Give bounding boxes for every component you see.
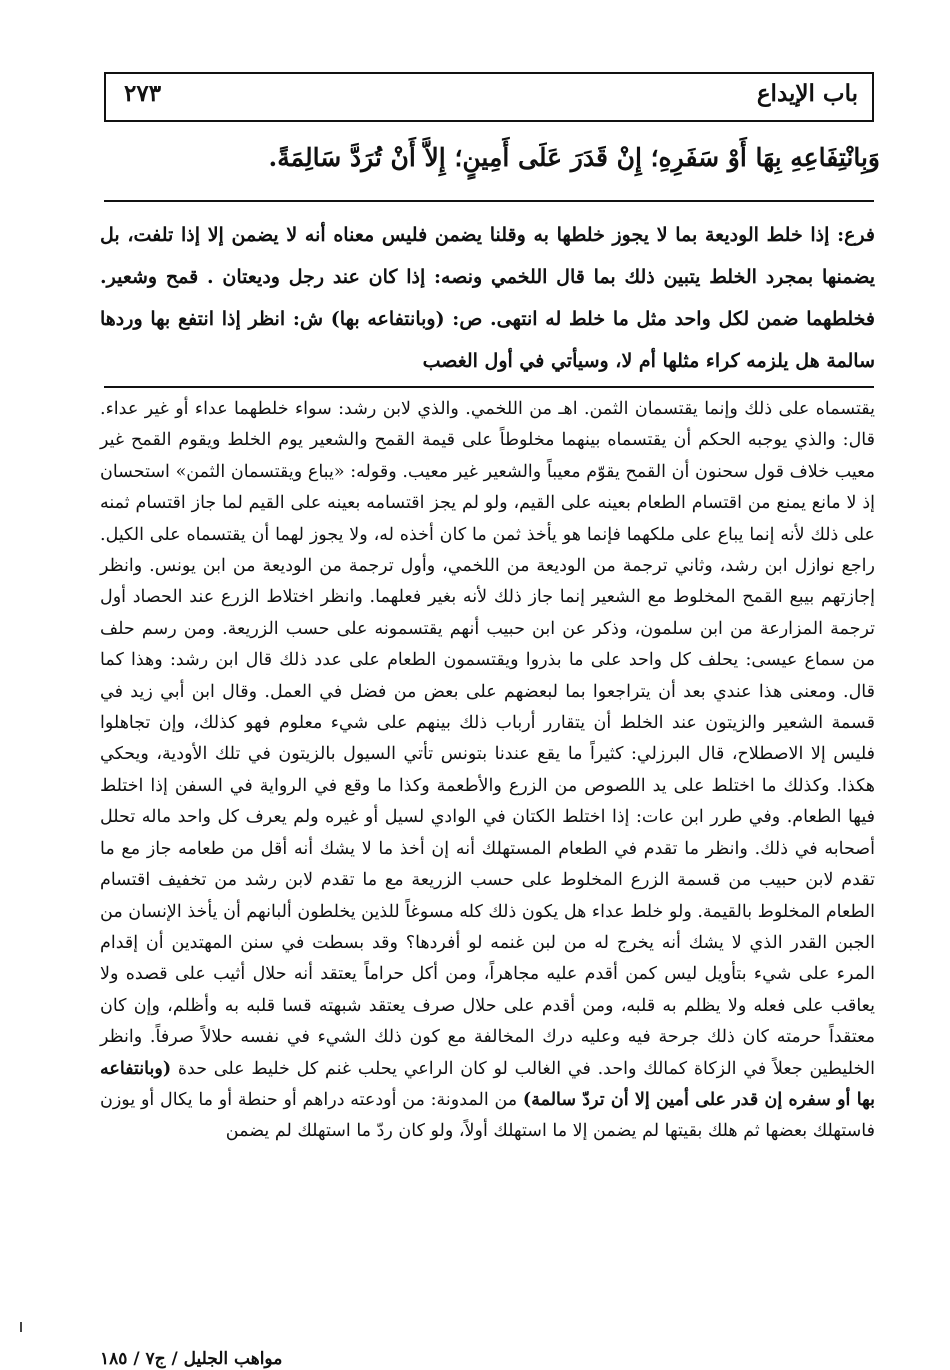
scan-artifact-mark <box>20 1322 28 1332</box>
footnote-text-before: يقتسماه على ذلك وإنما يقتسمان الثمن. اهـ من اللخمي. والذي لابن رشد: سواء خلطهما عداء أو غير عداء. قال: والذي يوجبه الحكم أن يقتسماه بينهما مخلوطاً على قيمة القمح والشعير يوم الخلط ويقوم القمح غير معيب خلاف قول سحنون أن القمح يقوّم معيباً والشعير غير معيب. وقوله: «يباع ويقتسمان الثمن» استحسان إذ لا مانع يمنع من اقتسام الطعام بعينه على القيم، ولو لم يجز اقتسامه بعينه على القيم لما جاز اقتسام ثمنه على ذلك لأنه إنما يباع على ملكهما فإنما هو يأخذ ثمن ما كان أخذه له، ولا يجوز لهما أن يقتسماه على الكيل. راجع نوازل ابن رشد، وثاني ترجمة من الوديعة من اللخمي، وأول ترجمة من الوديعة من ابن يونس. وانظر إجازتهم بيبع القمح المخلوط مع الشعير إنما جاز ذلك لأنه بغير فعلهما. وانظر اختلاط الزرع عند الحصاد أول ترجمة المزارعة من ابن سلمون، وذكر عن ابن حبيب أنهم يقتسمونه على حسب الزريعة. ومن رسم حلف من سماع عيسى: يحلف كل واحد على ما بذروا ويقتسمون الطعام على عدد ذلك قال ابن رشد: وهذا كما قال. ومعنى هذا عندي بعد أن يتراجعوا بما لبعضهم على بعض من فضل في العمل. وقال ابن أبي زيد في قسمة الشعير والزيتون عند الخلط أن يتقارر أرباب ذلك بينهم على شيء معلوم فهو كذلك، وإن تجاهلوا فليس إلا الاصطلاح، قال البرزلي: كثيراً ما يقع عندنا بتونس تأتي السيول بالزيتون في تلك الأودية، ويحكي هكذا. وكذلك ما اختلط على يد اللصوص من الزرع والأطعمة وكذا ما وقع في الرواية في السفن إذا اختلط فيها الطعام. وفي طرر ابن عات: إذا اختلط الكتان في الوادي لسيل أو غيره ولم يعرف كل واحد ماله تحلل أصحابه في ذلك. وانظر ما تقدم في الطعام المستهلك أنه إن أخذ ما لا يشك أنه أقل من طعامه جاز مع ما تقدم لابن حبيب من قسمة الزرع المخلوط على حسب الزريعة مع ما تقدم لابن رشد من تخفيف اقتسام الطعام المخلوط بالقيمة. ولو خلط عداء هل يكون ذلك كله مسوغاً للذين يخلطون ألبانهم أن يأخذ الإنسان من الجبن القدر الذي لا يشك أنه يخرج له من لبن غنمه لو أفردها؟ وقد بسطت في سنن المهتدين أن إقدام المرء على شيء بتأويل ليس كمن أقدم عليه مجاهراً، ومن أكل حراماً يعتقد أنه حلال أثيب على قصده ولا يعاقب على فعله ولا يظلم به قلبه، ومن أقدم على حلال صرف يعتقد شبهته قسا قلبه به وأظلم، وإن كان معتقداً حرمته كان ذلك جرحة فيه وعليه درك المخالفة مع كون ذلك الشيء في نفسه حلالاً صرفاً. وانظر الخليطين جعلاً في الزكاة كمالك واحد. في الغالب لو كان الراعي يحلب غنم كل خليط على حدة <box>100 399 875 1079</box>
footnotes-block <box>100 394 875 1148</box>
footnote-divider <box>104 386 874 388</box>
running-header <box>104 72 874 122</box>
top-divider <box>104 200 874 202</box>
footnote-text-after: من المدونة: من أودعته دراهم أو حنطة أو ما يكال أو يوزن فاستهلك بعضها ثم هلك بقيتها لم يضمن إلا ما استهلك أولاً، ولو كان ردّ ما استهلك لم يضمن <box>100 1089 875 1142</box>
chapter-title: باب الإيداع <box>756 80 858 107</box>
page-number: ٢٧٣ <box>124 80 162 107</box>
page-footer-reference: مواهب الجليل / ج٧ / ١٨٥ <box>100 1349 283 1369</box>
footnote-quote: (وبانتفاعه بها أو سفره إن قدر على أمين إلا أن تردّ سالمة) <box>100 1058 875 1110</box>
commentary-text: فرع: إذا خلط الوديعة بما لا يجوز خلطها به وقلنا يضمن فليس معناه أنه لا يضمن إلا إذا تلفت، بل يضمنها بمجرد الخلط يتبين ذلك بما قال اللخمي ونصه: إذا كان عند رجل وديعتان . قمح وشعير. فخلطهما ضمن لكل واحد مثل ما خلط له انتهى. ص: (وبانتفاعه بها) ش: انظر إذا انتفع بها وردها سالمة هل يلزمه كراء مثلها أم لا، وسيأتي في أول الغصب <box>100 224 875 372</box>
matn-text: وَبِانْتِفَاعِهِ بِهَا أَوْ سَفَرِهِ؛ إِنْ قَدَرَ عَلَى أَمِينٍ؛ إِلاَّ أَنْ تُرَدَّ سَالِمَةً. <box>268 143 880 172</box>
